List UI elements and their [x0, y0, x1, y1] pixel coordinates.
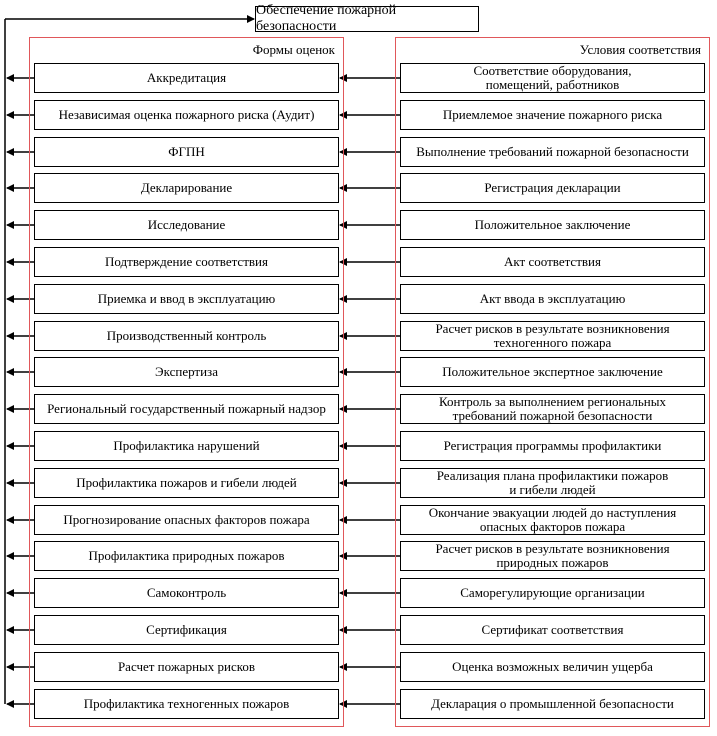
compliance-condition-box: Акт ввода в эксплуатацию: [400, 284, 705, 314]
compliance-condition-box: Регистрация декларации: [400, 173, 705, 203]
assessment-form-box: Региональный государственный пожарный надзор: [34, 394, 339, 424]
compliance-condition-box: Соответствие оборудования, помещений, работников: [400, 63, 705, 93]
compliance-condition-box: Сертификат соответствия: [400, 615, 705, 645]
assessment-form-box: ФГПН: [34, 137, 339, 167]
assessment-form-box: Подтверждение соответствия: [34, 247, 339, 277]
compliance-condition-box: Расчет рисков в результате возникновения техногенного пожара: [400, 321, 705, 351]
right-panel-title: Условия соответствия: [579, 42, 701, 57]
assessment-form-box: Независимая оценка пожарного риска (Аудит): [34, 100, 339, 130]
assessment-form-box: Приемка и ввод в эксплуатацию: [34, 284, 339, 314]
compliance-condition-box: Саморегулирующие организации: [400, 578, 705, 608]
assessment-form-box: Профилактика пожаров и гибели людей: [34, 468, 339, 498]
compliance-condition-box: Приемлемое значение пожарного риска: [400, 100, 705, 130]
assessment-form-box: Производственный контроль: [34, 321, 339, 351]
compliance-condition-box: Реализация плана профилактики пожаров и гибели людей: [400, 468, 705, 498]
left-panel-title: Формы оценок: [252, 42, 335, 57]
assessment-form-box: Профилактика техногенных пожаров: [34, 689, 339, 719]
compliance-condition-box: Окончание эвакуации людей до наступления опасных факторов пожара: [400, 505, 705, 535]
compliance-condition-box: Выполнение требований пожарной безопасности: [400, 137, 705, 167]
compliance-condition-box: Контроль за выполнением региональных требований пожарной безопасности: [400, 394, 705, 424]
assessment-form-box: Исследование: [34, 210, 339, 240]
assessment-form-box: Расчет пожарных рисков: [34, 652, 339, 682]
compliance-condition-box: Положительное экспертное заключение: [400, 357, 705, 387]
assessment-form-box: Самоконтроль: [34, 578, 339, 608]
assessment-form-box: Профилактика природных пожаров: [34, 541, 339, 571]
assessment-form-box: Аккредитация: [34, 63, 339, 93]
compliance-condition-box: Декларация о промышленной безопасности: [400, 689, 705, 719]
assessment-form-box: Сертификация: [34, 615, 339, 645]
assessment-form-box: Прогнозирование опасных факторов пожара: [34, 505, 339, 535]
compliance-condition-box: Акт соответствия: [400, 247, 705, 277]
compliance-condition-box: Положительное заключение: [400, 210, 705, 240]
title-box: Обеспечение пожарной безопасности: [255, 6, 479, 32]
compliance-condition-box: Регистрация программы профилактики: [400, 431, 705, 461]
assessment-form-box: Экспертиза: [34, 357, 339, 387]
compliance-condition-box: Расчет рисков в результате возникновения природных пожаров: [400, 541, 705, 571]
assessment-form-box: Профилактика нарушений: [34, 431, 339, 461]
assessment-form-box: Декларирование: [34, 173, 339, 203]
compliance-condition-box: Оценка возможных величин ущерба: [400, 652, 705, 682]
